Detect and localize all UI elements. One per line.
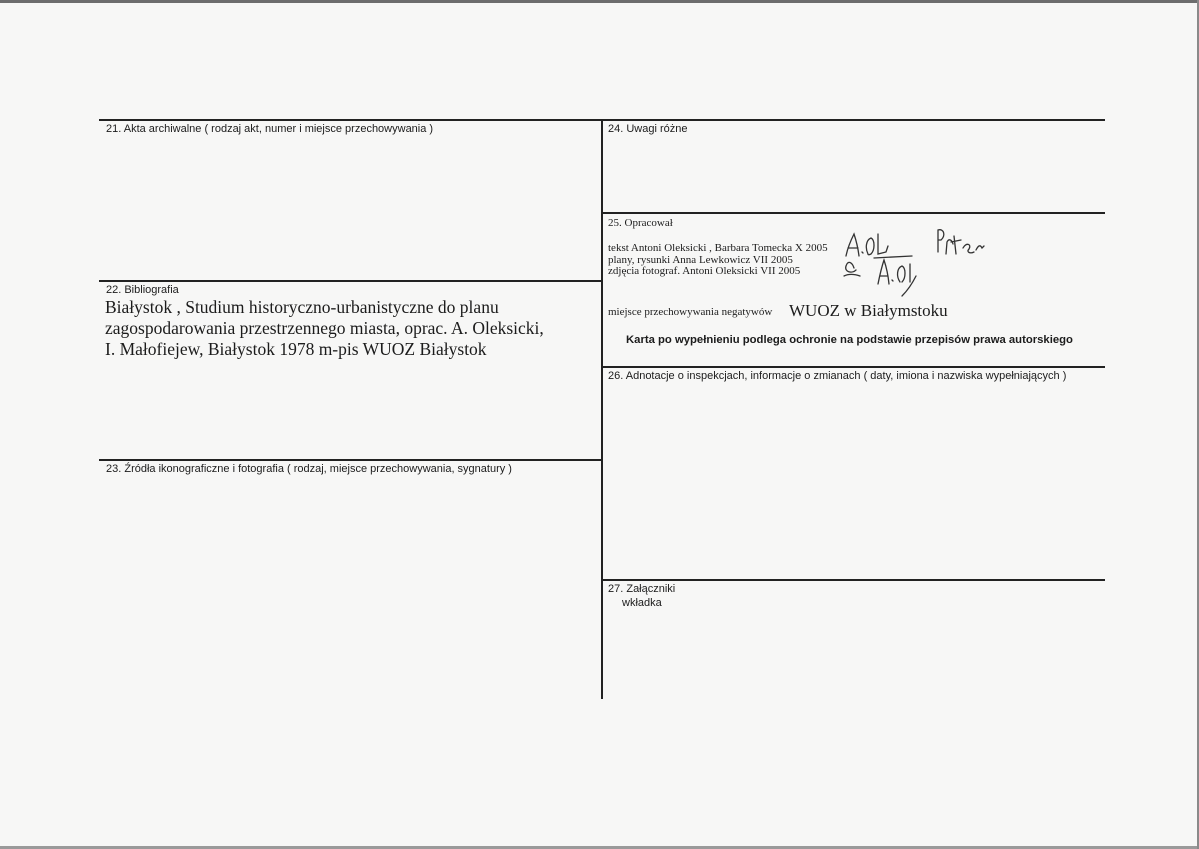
section-27-label: 27. Załączniki	[608, 583, 676, 595]
center-divider	[601, 119, 603, 699]
author-photos-line: zdjęcia fotograf. Antoni Oleksicki VII 2005	[608, 265, 801, 277]
section-25-label: 25. Opracował	[608, 217, 673, 229]
bibliography-line-2: zagospodarowania przestrzennego miasta, oprac. A. Oleksicki,	[105, 318, 544, 338]
section-22-label: 22. Bibliografia	[106, 284, 179, 296]
author-text-line: tekst Antoni Oleksicki , Barbara Tomecka X 2005	[608, 242, 828, 254]
bibliography-line-1: Białystok , Studium historyczno-urbanistyczne do planu	[105, 297, 499, 317]
negatives-storage-value: WUOZ w Białymstoku	[789, 301, 948, 320]
rule-22-top	[99, 280, 603, 282]
copyright-notice: Karta po wypełnieniu podlega ochronie na podstawie przepisów prawa autorskiego	[626, 334, 1073, 346]
author-plans-line: plany, rysunki Anna Lewkowicz VII 2005	[608, 254, 793, 266]
section-26-label: 26. Adnotacje o inspekcjach, informacje o zmianach ( daty, imiona i nazwiska wypełniających )	[608, 370, 1067, 382]
section-24-label: 24. Uwagi różne	[608, 123, 688, 135]
rule-27-top	[602, 579, 1105, 581]
negatives-storage-label: miejsce przechowywania negatywów	[608, 306, 773, 318]
rule-25-top	[602, 212, 1105, 214]
section-21-label: 21. Akta archiwalne ( rodzaj akt, numer i miejsce przechowywania )	[106, 123, 434, 135]
bibliography-line-3: I. Małofiejew, Białystok 1978 m-pis WUOZ Białystok	[105, 339, 487, 359]
rule-23-top	[99, 459, 603, 461]
handwritten-signature	[838, 218, 998, 300]
attachments-value: wkładka	[622, 597, 662, 609]
section-23-label: 23. Źródła ikonograficzne i fotografia ( rodzaj, miejsce przechowywania, sygnatury )	[106, 463, 512, 475]
rule-26-top	[602, 366, 1105, 368]
scan-top-edge	[0, 0, 1199, 3]
